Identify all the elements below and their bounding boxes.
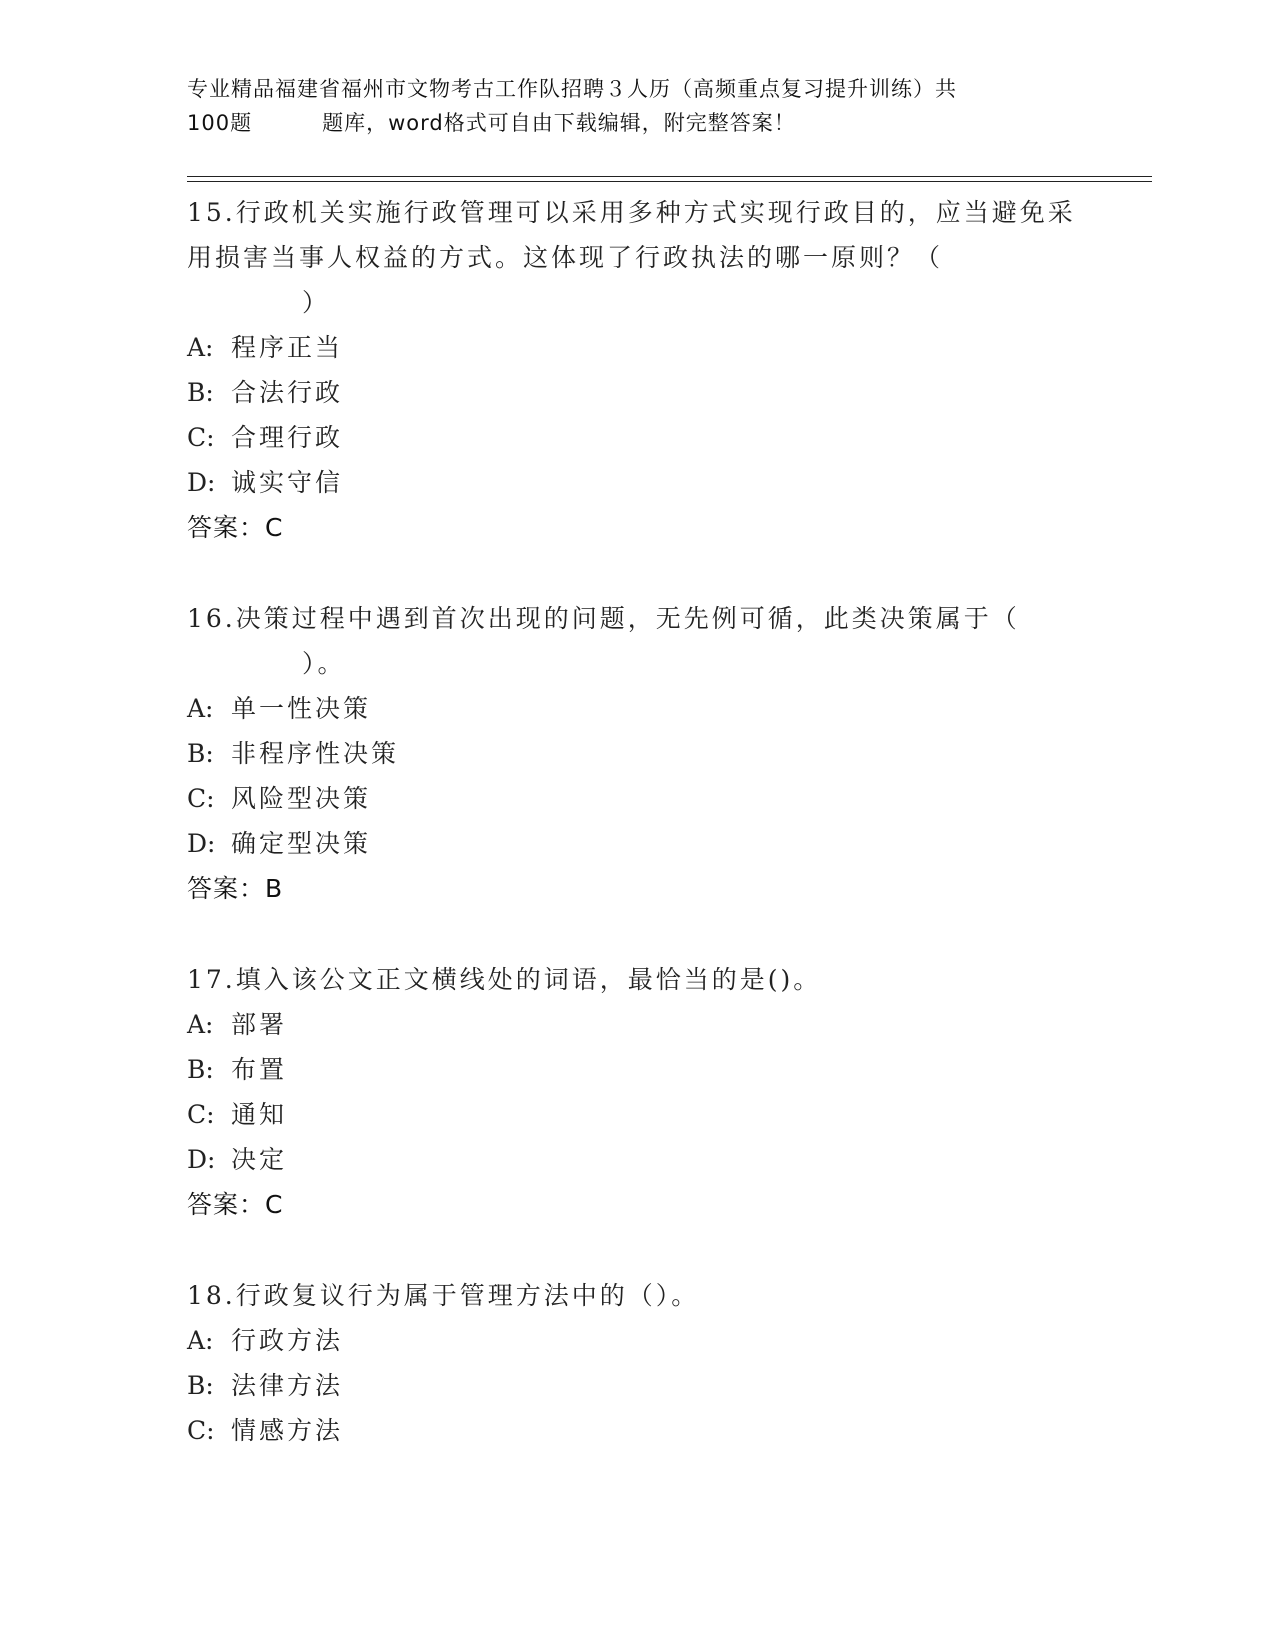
answer-label: 答案：C	[187, 1190, 284, 1219]
option-c: C: 情感方法	[187, 1416, 344, 1445]
option-c: C: 通知	[187, 1100, 288, 1129]
option-b: B: 法律方法	[187, 1371, 344, 1400]
option-d: D: 决定	[187, 1145, 288, 1174]
document-header	[187, 72, 1067, 140]
option-a: A: 部署	[187, 1010, 288, 1039]
option-a: A: 程序正当	[187, 333, 344, 362]
option-b: B: 非程序性决策	[187, 739, 400, 768]
question-stem: 15.行政机关实施行政管理可以采用多种方式实现行政目的，应当避免采用损害当事人权益的方式。这体现了行政执法的哪一原则？（ ）	[187, 190, 1087, 325]
header-divider-top	[187, 176, 1152, 177]
option-d: D: 确定型决策	[187, 829, 372, 858]
header-divider-bottom	[187, 181, 1152, 182]
answer-label: 答案：B	[187, 874, 284, 903]
header-title-line2	[187, 106, 1067, 140]
question-stem: 18.行政复议行为属于管理方法中的（）。	[187, 1281, 700, 1310]
question-list	[187, 190, 1087, 1499]
answer-label: 答案：C	[187, 513, 284, 542]
question-stem: 16.决策过程中遇到首次出现的问题，无先例可循，此类决策属于（ ）。	[187, 596, 1087, 686]
option-b: B: 合法行政	[187, 378, 344, 407]
option-c: C: 风险型决策	[187, 784, 372, 813]
option-a: A: 单一性决策	[187, 694, 372, 723]
option-a: A: 行政方法	[187, 1326, 344, 1355]
header-desc: 题库，word格式可自由下载编辑，附完整答案！	[322, 111, 796, 135]
question-blank: ）	[302, 288, 331, 317]
question-18	[187, 1273, 1087, 1453]
header-title-line1: 专业精品福建省福州市文物考古工作队招聘３人历（高频重点复习提升训练）共	[187, 77, 957, 101]
option-b: B: 布置	[187, 1055, 288, 1084]
question-17	[187, 957, 1087, 1227]
question-15	[187, 190, 1087, 550]
option-c: C: 合理行政	[187, 423, 344, 452]
question-blank: ）。	[302, 649, 346, 678]
option-d: D: 诚实守信	[187, 468, 344, 497]
header-count: 100题	[187, 111, 253, 135]
question-stem: 17.填入该公文正文横线处的词语，最恰当的是()。	[187, 965, 822, 994]
question-16	[187, 596, 1087, 911]
